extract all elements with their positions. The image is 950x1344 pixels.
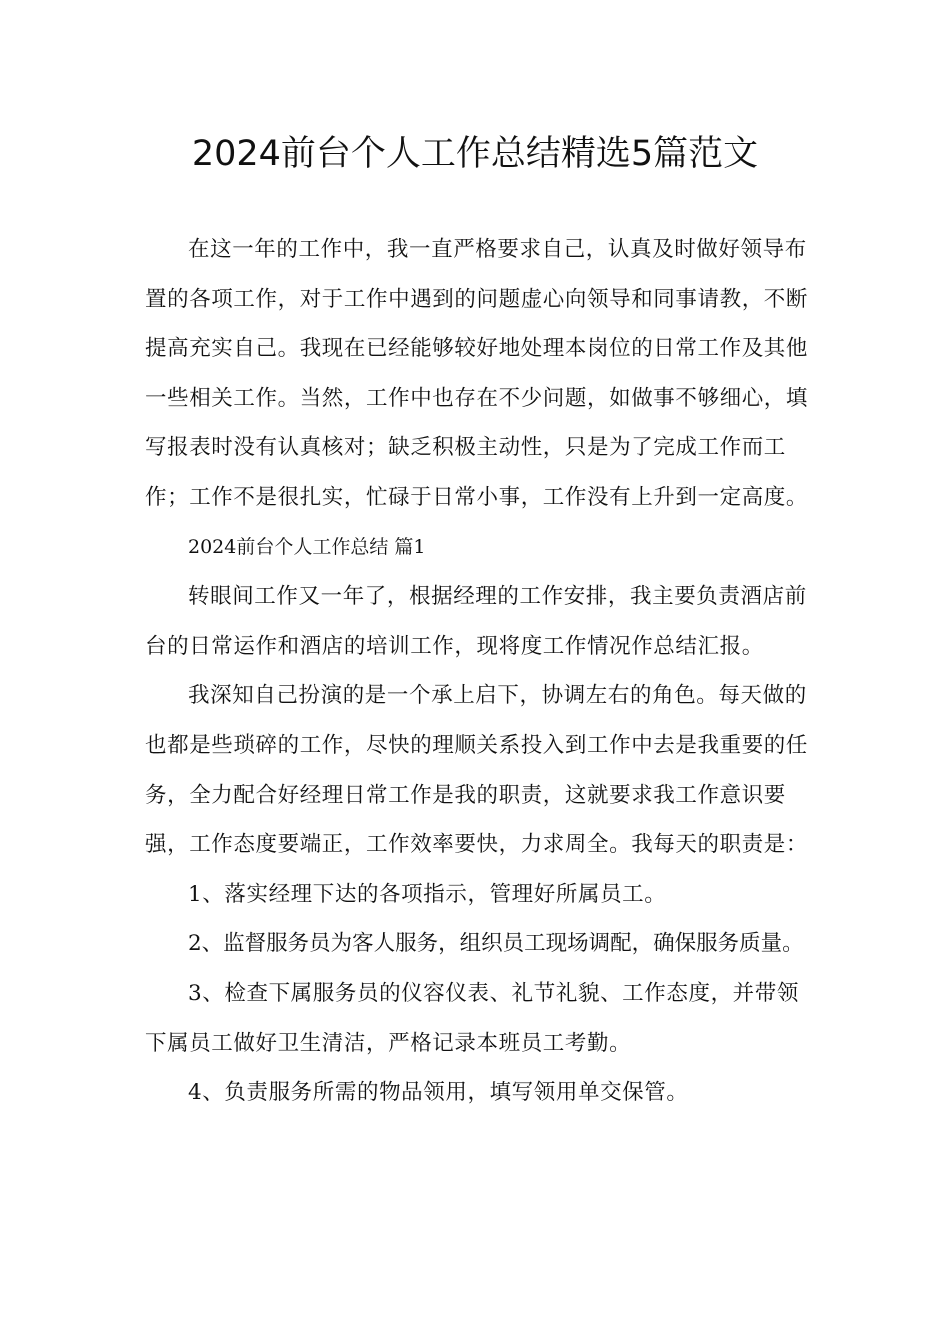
duty-item: 1、落实经理下达的各项指示，管理好所属员工。: [188, 881, 667, 907]
body-paragraph: 转眼间工作又一年了，根据经理的工作安排，我主要负责酒店前台的日常运作和酒店的培训工作，现将度工作情况作总结汇报。: [145, 584, 807, 659]
section-heading: 2024前台个人工作总结 篇1: [188, 535, 426, 558]
document-title: 2024前台个人工作总结精选5篇范文: [191, 134, 759, 174]
document-body: [145, 225, 815, 1118]
body-paragraph: 我深知自己扮演的是一个承上启下，协调左右的角色。每天做的也都是些琐碎的工作，尽快的理顺关系投入到工作中去是我重要的任务，全力配合好经理日常工作是我的职责，这就要求我工作意识要强，工作态度要端正，工作效率要快，力求周全。我每天的职责是：: [145, 683, 809, 858]
duty-item: 4、负责服务所需的物品领用，填写领用单交保管。: [188, 1080, 689, 1106]
duty-item: 2、监督服务员为客人服务，组织员工现场调配，确保服务质量。: [188, 931, 804, 957]
duty-item: 3、检查下属服务员的仪容仪表、礼节礼貌、工作态度，并带领下属员工做好卫生清洁，严格记录本班员工考勤。: [145, 980, 799, 1056]
intro-paragraph: 在这一年的工作中，我一直严格要求自己，认真及时做好领导布置的各项工作，对于工作中遇到的问题虚心向领导和同事请教，不断提高充实自己。我现在已经能够较好地处理本岗位的日常工作及其他一些相关工作。当然，工作中也存在不少问题，如做事不够细心，填写报表时没有认真核对；缺乏积极主动性，只是为了完成工作而工作；工作不是很扎实，忙碌于日常小事，工作没有上升到一定高度。: [145, 237, 809, 510]
